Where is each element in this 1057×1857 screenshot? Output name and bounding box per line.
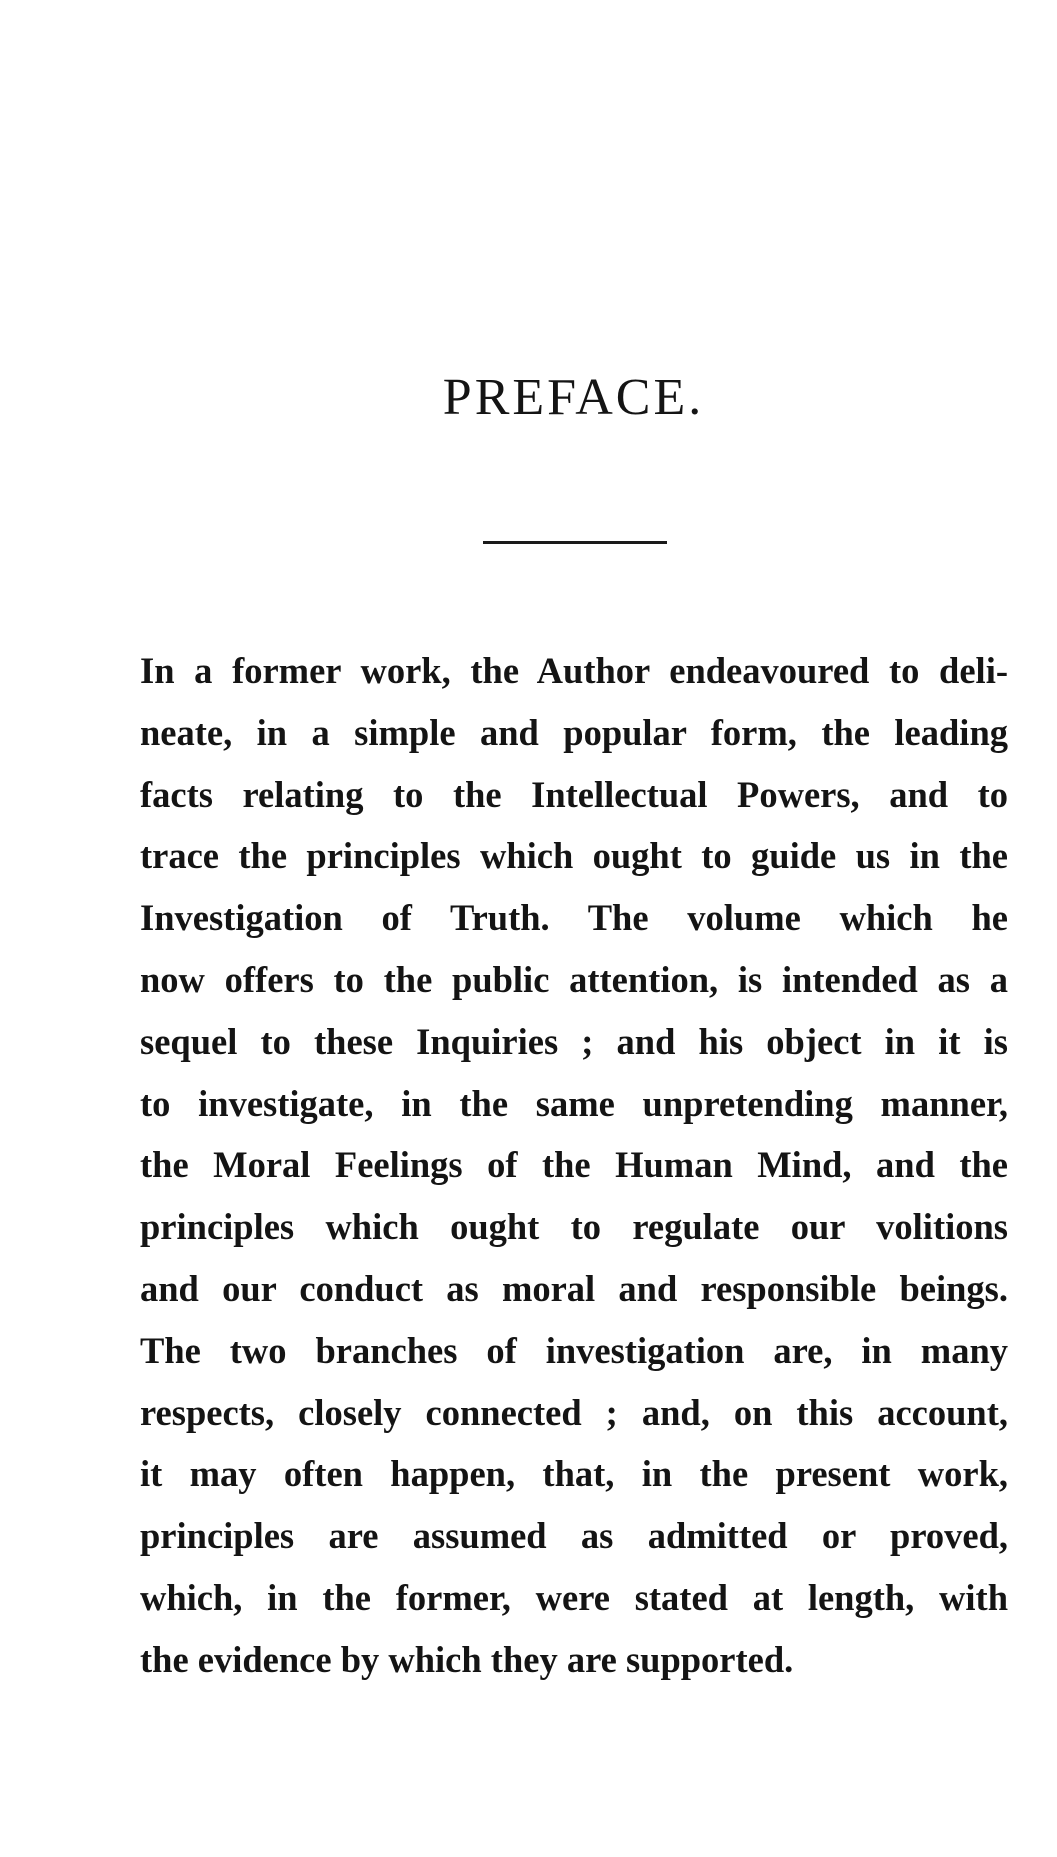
text-line: it may often happen, that, in the present work, bbox=[140, 1453, 1008, 1495]
text-line: now offers to the public attention, is intended as a bbox=[140, 958, 1008, 1000]
text-line: neate, in a simple and popular form, the leading bbox=[140, 711, 1008, 753]
text-line: principles are assumed as admitted or proved, bbox=[140, 1515, 1008, 1557]
text-line: respects, closely connected ; and, on this account, bbox=[140, 1391, 1008, 1433]
text-line: the Moral Feelings of the Human Mind, and the bbox=[140, 1144, 1008, 1186]
text-line: principles which ought to regulate our volitions bbox=[140, 1206, 1008, 1248]
text-line: In a former work, the Author endeavoured to deli- bbox=[140, 650, 1008, 691]
text-line: sequel to these Inquiries ; and his object in it is bbox=[140, 1020, 1008, 1062]
text-line: and our conduct as moral and responsible beings. bbox=[140, 1267, 1008, 1309]
text-line: which, in the former, were stated at length, with bbox=[140, 1576, 1008, 1618]
text-line: the evidence by which they are supported. bbox=[140, 1638, 794, 1680]
text-line: trace the principles which ought to guide us in the bbox=[140, 835, 1008, 877]
text-line: to investigate, in the same unpretending manner, bbox=[140, 1082, 1008, 1124]
page-title: PREFACE. bbox=[442, 369, 705, 426]
text-line: Investigation of Truth. The volume which he bbox=[140, 897, 1008, 939]
title-rule bbox=[483, 541, 667, 544]
preface-paragraph bbox=[140, 640, 1008, 1691]
text-line: The two branches of investigation are, in many bbox=[140, 1329, 1008, 1371]
text-line: facts relating to the Intellectual Powers, and to bbox=[140, 773, 1008, 815]
